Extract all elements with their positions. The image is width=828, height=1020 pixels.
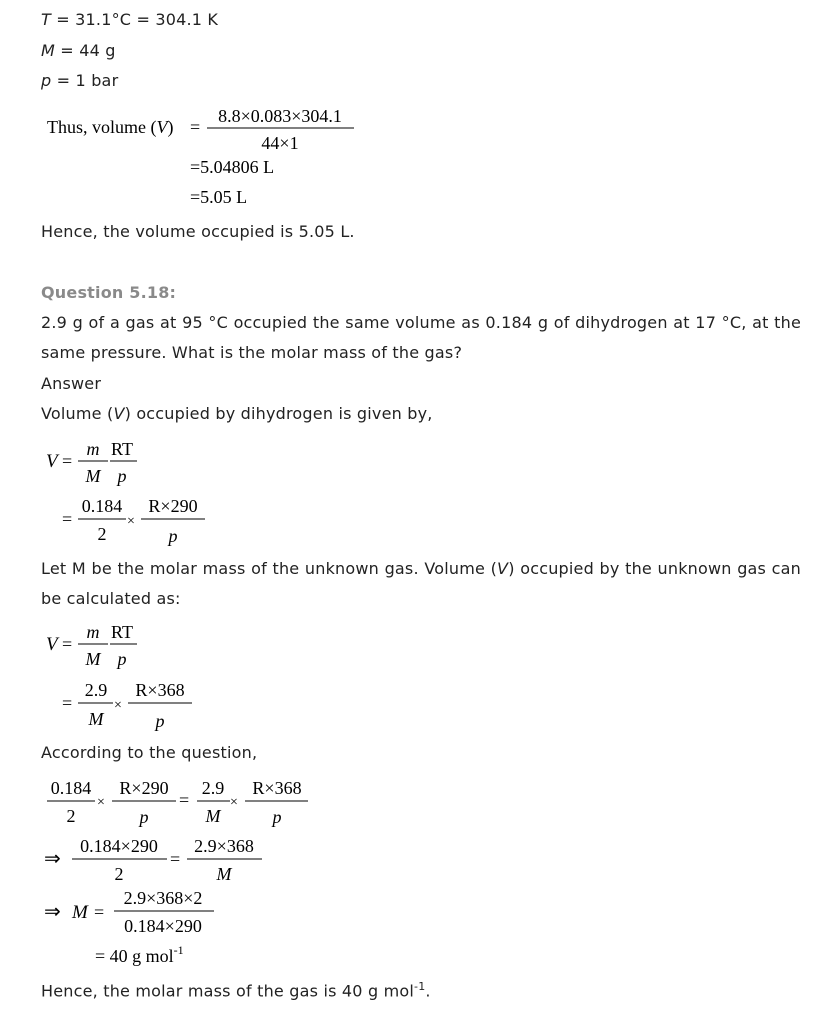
question-heading: Question 5.18: xyxy=(41,283,177,302)
eq1-denominator: 44×1 xyxy=(261,133,299,153)
eqA-RT: RT xyxy=(111,439,133,459)
eqB-M: M xyxy=(85,649,101,669)
given-temperature xyxy=(41,10,218,29)
eqC-implies-1: ⇒ xyxy=(44,848,61,870)
conclusion-molar-mass: Hence, the molar mass of the gas is 40 g mol$^{-1}$. xyxy=(41,980,431,1001)
mass-value: = 44 g xyxy=(55,41,116,60)
eqB-RT: RT xyxy=(111,622,133,642)
temperature-symbol: T xyxy=(41,10,51,29)
eqC-a-num: 0.184 xyxy=(50,778,92,798)
eqC-a-den: 2 xyxy=(66,806,76,826)
according-to-question: According to the question, xyxy=(41,743,258,762)
eq1-equals: = xyxy=(190,117,201,137)
eqC-times-1: × xyxy=(97,795,105,810)
unknown-gas-volume-equation xyxy=(40,615,240,740)
eqC-f-num: 2.9×368 xyxy=(194,836,254,856)
unknown-gas-intro: Let M be the molar mass of the unknown gas. Volume (V) occupied by the unknown gas can be calculated as: xyxy=(41,559,801,608)
eqB-p: p xyxy=(117,649,127,669)
eqC-result: = 40 g mol$^{-1}$ xyxy=(95,943,184,966)
eqA-n2: R×290 xyxy=(148,496,198,516)
eqC-equals-1: = xyxy=(179,790,190,810)
eqB-d1: M xyxy=(88,709,104,729)
eqC-c-num: 2.9 xyxy=(201,778,225,798)
eqC-times-2: × xyxy=(230,795,238,810)
question-text: 2.9 g of a gas at 95 °C occupied the same volume as 0.184 g of dihydrogen at 17 °C, at the same pressure. What is the molar mass of the gas? xyxy=(41,313,801,362)
eqB-n1: 2.9 xyxy=(84,680,108,700)
eq1-numerator: 8.8×0.083×304.1 xyxy=(218,106,342,126)
eqA-M: M xyxy=(85,466,101,486)
eqA-n1: 0.184 xyxy=(81,496,123,516)
eqC-d-den: p xyxy=(272,807,282,827)
eqC-d-num: R×368 xyxy=(252,778,302,798)
dihydrogen-volume-intro: Volume (V) occupied by dihydrogen is given by, xyxy=(41,404,433,423)
eqB-m: m xyxy=(86,622,100,642)
eq1-result-2: =5.05 L xyxy=(190,187,248,207)
eqC-e-den: 2 xyxy=(114,864,124,884)
eqA-d1: 2 xyxy=(97,524,107,544)
eqA-V: V xyxy=(46,451,58,472)
eqA-m: m xyxy=(86,439,100,459)
eqA-times: × xyxy=(127,514,135,529)
dihydrogen-volume-equation xyxy=(40,432,240,552)
eq1-lhs: Thus, volume (V) xyxy=(47,117,174,137)
eqC-g-den: 0.184×290 xyxy=(124,916,202,936)
eqB-d2: p xyxy=(155,711,165,731)
pressure-symbol: p xyxy=(41,71,52,90)
pressure-value: = 1 bar xyxy=(51,71,119,90)
volume-equation xyxy=(40,100,370,215)
eqC-b-num: R×290 xyxy=(119,778,169,798)
eqB-V: V xyxy=(46,634,58,655)
eqA-d2: p xyxy=(168,526,178,546)
eqC-equals-2: = xyxy=(170,849,181,869)
eqB-equals-2: = xyxy=(62,693,73,713)
conclusion-volume: Hence, the volume occupied is 5.05 L. xyxy=(41,222,355,241)
eqB-n2: R×368 xyxy=(135,680,185,700)
answer-label: Answer xyxy=(41,374,102,393)
eqA-p: p xyxy=(117,466,127,486)
eqC-equals-3: = xyxy=(94,902,105,922)
eqC-M: M xyxy=(72,902,88,923)
eqA-equals: = xyxy=(62,451,73,471)
eqC-g-num: 2.9×368×2 xyxy=(123,888,203,908)
temperature-value: = 31.1°C = 304.1 K xyxy=(50,10,219,29)
eqC-e-num: 0.184×290 xyxy=(80,836,158,856)
eqC-b-den: p xyxy=(139,807,149,827)
mass-symbol: M xyxy=(41,41,56,60)
eqC-f-den: M xyxy=(216,864,232,884)
eqA-equals-2: = xyxy=(62,509,73,529)
eqC-implies-2: ⇒ xyxy=(44,901,61,923)
given-pressure xyxy=(41,71,118,90)
eq1-result-1: =5.04806 L xyxy=(190,157,275,177)
molar-mass-derivation xyxy=(40,772,340,972)
eqB-equals: = xyxy=(62,634,73,654)
eqC-c-den: M xyxy=(205,806,221,826)
given-mass xyxy=(41,41,116,60)
eqB-times: × xyxy=(114,698,122,713)
